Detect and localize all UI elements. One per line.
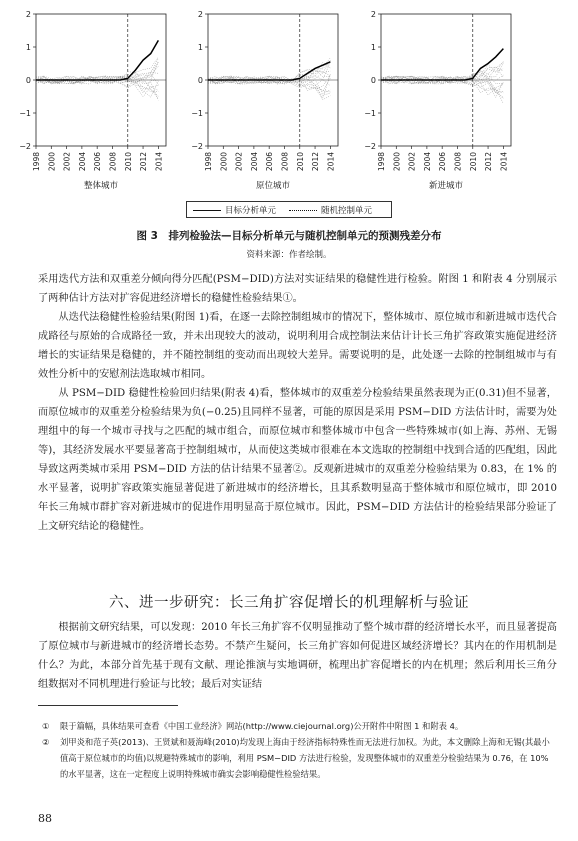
x-tick-label: 2014 bbox=[154, 152, 164, 172]
target-series-line bbox=[381, 49, 503, 80]
placebo-line bbox=[208, 70, 330, 84]
x-tick-label: 2006 bbox=[93, 152, 103, 172]
y-tick-label: −2 bbox=[191, 142, 203, 151]
placebo-line bbox=[208, 74, 330, 98]
x-tick-label: 2008 bbox=[280, 152, 290, 172]
body-text bbox=[38, 270, 557, 536]
paragraph: 根据前文研究结果，可以发现：2010 年长三角扩容不仅明显推动了整个城市群的经济增长水平，而且显著提高了原位城市与新进城市的经济增长态势。不禁产生疑问，长三角扩容如何促进区域经济增长？其内在的作用机制是什么？为此，本部分首先基于现有文献、理论推演与实地调研，梳理出扩容促增长的内在机理；然后利用长三角分组数据对不同机理进行验证与比较；最后对实证结 bbox=[38, 622, 557, 690]
y-tick-label: −2 bbox=[19, 142, 31, 151]
legend-item-control bbox=[289, 204, 372, 216]
x-tick-label: 2010 bbox=[295, 152, 305, 172]
subplot-label: 整体城市 bbox=[83, 181, 119, 191]
y-tick-label: 2 bbox=[197, 10, 203, 19]
x-tick-label: 2002 bbox=[234, 152, 244, 172]
placebo-line bbox=[36, 76, 158, 97]
footnote bbox=[38, 734, 557, 782]
x-tick-label: 2010 bbox=[123, 152, 133, 172]
x-tick-label: 2000 bbox=[219, 152, 229, 172]
footnote-mark: ① bbox=[42, 721, 50, 731]
x-tick-label: 2012 bbox=[139, 152, 149, 172]
x-tick-label: 2010 bbox=[468, 152, 478, 172]
footnote-rule bbox=[38, 705, 178, 706]
y-tick-label: 1 bbox=[25, 43, 31, 52]
legend-label-target: 目标分析单元 bbox=[225, 206, 277, 216]
legend-dotted-line bbox=[289, 210, 317, 211]
figure-panels bbox=[0, 0, 578, 200]
subplot-label: 新进城市 bbox=[428, 181, 464, 191]
legend-label-control: 随机控制单元 bbox=[321, 206, 373, 216]
chart-legend bbox=[186, 201, 392, 218]
y-tick-label: −1 bbox=[19, 109, 31, 118]
x-tick-label: 2006 bbox=[438, 152, 448, 172]
legend-item-target bbox=[193, 204, 276, 216]
x-tick-label: 2002 bbox=[407, 152, 417, 172]
y-tick-label: −2 bbox=[364, 142, 376, 151]
y-tick-label: −1 bbox=[191, 109, 203, 118]
y-tick-label: 1 bbox=[197, 43, 203, 52]
figure-source: 资料来源：作者绘制。 bbox=[246, 250, 332, 260]
page-number: 88 bbox=[38, 812, 52, 825]
x-tick-label: 2008 bbox=[453, 152, 463, 172]
paragraph: 从 PSM−DID 稳健性检验回归结果(附表 4)看，整体城市的双重差分检验结果虽然表现为正(0.31)但不显著，而原位城市的双重差分检验结果为负(−0.25)且同样不显著，可能的原因是采用 PSM−DID 方法估计时，需要为处理组中的每一个城市寻找与之匹配的城市组合，而原位城市和整体城市中包含一些特殊城市(如上海、苏州、无锡等)，其经济发展水平要显著高于控制组城市，从而使这类城市很难在本文选取的控制组中找到合适的匹配组，因此导致这两类城市采用 PSM−DID 方法的估计结果不显著②。反观新进城市的双重差分检验结果为 0.83，在 1% 的水平显著，说明扩容政策实施显著促进了新进城市的经济增长，且其系数明显高于整体城市和原位城市，即 2010 年长三角城市群扩容对新进城市的促进作用明显高于原位城市。因此，PSM−DID 方法估计的检验结果部分验证了上文研究结论的稳健性。 bbox=[38, 388, 557, 532]
x-tick-label: 2012 bbox=[484, 152, 494, 172]
placebo-line bbox=[208, 76, 330, 93]
paragraph: 采用迭代方法和双重差分倾向得分匹配(PSM−DID)方法对实证结果的稳健性进行检验。附图 1 和附表 4 分别展示了两种估计方法对扩容促进经济增长的稳健性检验结果①。 bbox=[38, 274, 557, 304]
footnotes bbox=[38, 718, 557, 782]
legend-solid-line bbox=[193, 210, 221, 211]
x-tick-label: 2014 bbox=[326, 152, 336, 172]
x-tick-label: 2004 bbox=[422, 152, 432, 172]
x-tick-label: 2014 bbox=[499, 151, 509, 172]
x-tick-label: 2012 bbox=[311, 152, 321, 172]
paragraph: 从迭代法稳健性检验结果(附图 1)看，在逐一去除控制组城市的情况下，整体城市、原位城市和新进城市迭代合成路径与原始的合成路径一致，并未出现较大的波动，说明利用合成控制法来估计计长三角扩容政策实施促进经济增长的实证结果是稳健的，并不随控制组的变动而出现较大差异。需要说明的是，此处逐一去除的控制组城市与有效性分析中的安慰剂法选取城市相同。 bbox=[38, 312, 557, 380]
placebo-line bbox=[208, 79, 330, 95]
y-tick-label: 1 bbox=[370, 43, 376, 52]
target-series-line bbox=[208, 62, 330, 80]
subplot-label: 原位城市 bbox=[255, 181, 291, 191]
section-heading: 六、进一步研究：长三角扩容促增长的机理解析与验证 bbox=[109, 595, 469, 611]
chart-panel bbox=[19, 10, 166, 191]
placebo-line bbox=[381, 76, 503, 91]
y-tick-label: 0 bbox=[25, 76, 31, 85]
y-tick-label: −1 bbox=[364, 109, 376, 118]
x-tick-label: 2004 bbox=[249, 152, 259, 172]
x-tick-label: 1998 bbox=[377, 152, 386, 172]
x-tick-label: 2000 bbox=[47, 152, 57, 172]
footnote-text: 限于篇幅，具体结果可查看《中国工业经济》网站(http://www.ciejournal.org)公开附件中附图 1 和附表 4。 bbox=[60, 721, 464, 731]
y-tick-label: 2 bbox=[370, 10, 376, 19]
y-tick-label: 0 bbox=[197, 76, 203, 85]
figure-caption: 图 3 排列检验法—目标分析单元与随机控制单元的预测残差分布 bbox=[136, 230, 442, 242]
x-tick-label: 2002 bbox=[62, 152, 72, 172]
x-tick-label: 2004 bbox=[77, 152, 87, 172]
chart-panel bbox=[364, 10, 511, 191]
footnote-text: 刘甲炎和范子英(2013)、王贤斌和聂海峰(2010)均发现上海由于经济指标特殊性而无法进行加权。为此，本文删除上海和无锡(其最小值高于原位城市的均值)以规避特殊城市的影响，利用 PSM−DID 方法进行检验，发现整体城市的双重差分检验结果为 0.76，在 10% 的水平显著，这在一定程度上说明特殊城市确实会影响稳健性检验结果。 bbox=[60, 737, 550, 779]
x-tick-label: 2000 bbox=[392, 152, 402, 172]
footnote-mark: ② bbox=[42, 737, 50, 747]
x-tick-label: 2006 bbox=[265, 152, 275, 172]
section-body bbox=[38, 618, 557, 694]
x-tick-label: 1998 bbox=[32, 152, 41, 172]
y-tick-label: 2 bbox=[25, 10, 31, 19]
x-tick-label: 1998 bbox=[204, 152, 213, 172]
y-tick-label: 0 bbox=[370, 76, 376, 85]
chart-panel bbox=[191, 10, 338, 191]
footnote bbox=[38, 718, 557, 734]
x-tick-label: 2008 bbox=[108, 152, 118, 172]
